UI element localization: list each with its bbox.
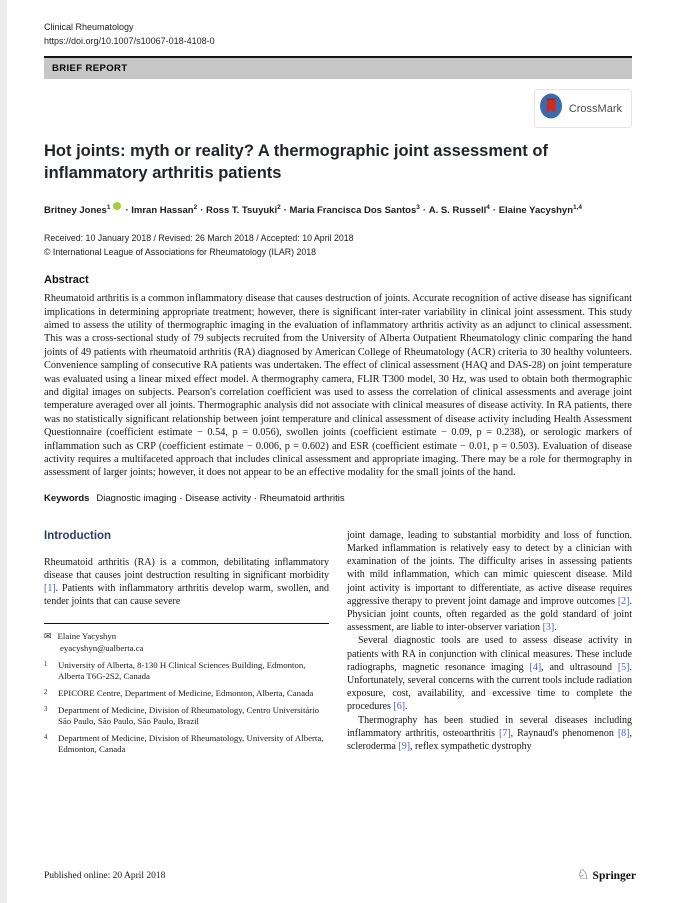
page-footer [44,869,636,883]
doi-link[interactable]: https://doi.org/10.1007/s10067-018-4108-0 [44,36,215,46]
body-paragraph: Several diagnostic tools are used to assess disease activity in patients with RA in conjunction with clinical measures. These include radiographs, magnetic resonance imaging [4], and ultrasound [5]. Unfortunately, several concerns with the current tools include radiation exposure, cost, availability, and excessive time to complete the procedures [6]. [347,635,633,713]
received-revised-accepted: Received: 10 January 2018 / Revised: 26 March 2018 / Accepted: 10 April 2018 [44,233,354,244]
crossmark-label: CrossMark [568,102,622,115]
journal-name: Clinical Rheumatology [44,22,134,32]
author: · Elaine Yacyshyn$^{1,4}$ [490,205,582,216]
abstract-text: Rheumatoid arthritis is a common inflammatory disease that causes destruction of joints. Accurate recognition of active disease has significant implications in determining appropriate treatment; however, there is significant inter-rater variability in clinical joint assessment. This study aimed to assess the utility of thermographic imaging in the evaluation of inflammatory arthritis activity as an adjunct to clinical assessment. This was a cross-sectional study of 79 subjects recruited from the University of Alberta Outpatient Rheumatology clinic comparing the hand joints of 49 patients with rheumatoid arthritis (RA) diagnosed by American College of Rheumatology (ACR) criteria to 30 healthy volunteers. Convenience sampling of consecutive RA patients was undertaken. The effect of clinical assessment (HAQ and DAS-28) on joint temperature was evaluated using a linear mixed effect model. A thermography camera, FLIR T300 model, 30 Hz, was used to obtain both thermographic and digital images on subjects. Pearson's correlation coefficient was used to assess the correlation of clinical assessments and average joint temperature averaged over all joints. Thermographic analysis did not associate with clinical measures of disease activity. In RA patients, there was no statistically significant relationship between joint temperature and clinical assessment of disease activity including Health Assessment Questionnaire (coefficient estimate − 0.54, p = 0.056), swollen joints (coefficient estimate − 0.09, p = 0.238), or serologic markers of inflammation such as CRP (coefficient estimate − 0.006, p = 0.602) and ESR (coefficient estimate − 0.01, p = 0.503). Evaluation of disease activity requires a multifaceted approach that includes clinical assessment and appropriate imaging. There may be a role for thermography in assessment of larger joints; however, it does not appear to be an effective modality for the small joints of the hand. [44,293,632,479]
abstract-heading: Abstract [44,274,89,287]
citation-ref[interactable]: [7] [499,727,511,739]
orcid-icon[interactable] [113,202,121,210]
keywords-line [44,493,632,505]
footnote-block [44,631,329,755]
keyword: Rheumatoid arthritis [259,492,345,504]
correspondence-name: Elaine Yacyshyn [57,630,117,641]
crossmark-row [44,89,632,128]
intro-paragraph: Rheumatoid arthritis (RA) is a common, debilitating inflammatory disease that causes joint destruction resulting in significant morbidity [1]. Patients with inflammatory arthritis develop warm, swollen, and tender joints that can cause severe [44,556,329,608]
paper-title: Hot joints: myth or reality? A thermographic joint assessment of inflammatory arthritis patients [44,142,548,182]
body-paragraph: joint damage, leading to substantial morbidity and loss of function. Marked inflammation is relatively easy to detect by a clinician with examination of the joints. The difficulty arises in assessing patients with mild inflammation, which can mimic quiescent disease. Mild joint activity is important to differentiate, as active disease requires aggressive therapy to prevent joint damage and improve outcomes [2]. Physician joint counts, often regarded as the gold standard of joint assessment, are liable to inter-observer variation [3]. [347,529,632,634]
author: · A. S. Russell$^4$ [420,205,490,216]
crossmark-badge[interactable] [534,89,632,128]
citation-ref[interactable]: [4] [529,661,542,673]
springer-logo [577,869,636,883]
body-paragraph: Thermography has been studied in several diseases including inflammatory arthritis, osteoarthritis [7], Raynaud's phenomenon [8], scleroderma [9], reflex sympathetic dystrophy [347,714,632,753]
affiliation: 1 University of Alberta, 8-130 H Clinical Sciences Building, Edmonton, Alberta T6G-2S2, Canada [44,659,306,681]
citation-ref[interactable]: [3] [542,622,555,634]
copyright-line: © International League of Associations for Rheumatology (ILAR) 2018 [44,246,317,257]
citation-ref[interactable]: [8] [617,727,630,739]
affiliation: 4 Department of Medicine, Division of Rheumatology, University of Alberta, Edmonton, Canada [44,732,324,754]
author: · Ross T. Tsuyuki$^2$ [197,205,281,216]
affiliation: 2 EPICORE Centre, Department of Medicine, Edmonton, Alberta, Canada [44,687,314,698]
keyword: Disease activity · [185,493,259,504]
citation-ref[interactable]: [2] [617,595,630,607]
citation-ref[interactable]: [9] [398,741,411,753]
author: Britney Jones$^1$ [44,205,122,216]
published-online: Published online: 20 April 2018 [44,871,166,881]
author: · Imran Hassan$^2$ [122,205,197,216]
citation-ref[interactable]: [6] [393,701,406,713]
crossmark-icon [539,92,563,125]
citation-ref[interactable]: [1] [44,583,56,595]
springer-knight-icon: ♘ [576,868,590,883]
section-heading-introduction: Introduction [44,529,112,542]
keywords-heading: Keywords [44,492,90,504]
right-column [347,529,632,755]
author-list [44,202,632,217]
left-column [44,529,329,755]
author: · Maria Francisca Dos Santos$^3$ [281,205,420,216]
article-type-badge: BRIEF REPORT [44,56,632,79]
springer-wordmark: Springer [592,870,636,882]
envelope-icon: ✉ [44,630,52,641]
footnote-divider [44,623,329,624]
keyword: Diagnostic imaging · [96,493,185,504]
two-column-body [44,529,632,755]
citation-ref[interactable]: [5] [617,661,630,673]
affiliation: 3 Department of Medicine, Division of Rheumatology, Centro Universitário São Paulo, São Paulo, São Paulo, Brazil [44,704,320,726]
correspondence-email[interactable]: eyacyshyn@ualberta.ca [60,642,144,653]
